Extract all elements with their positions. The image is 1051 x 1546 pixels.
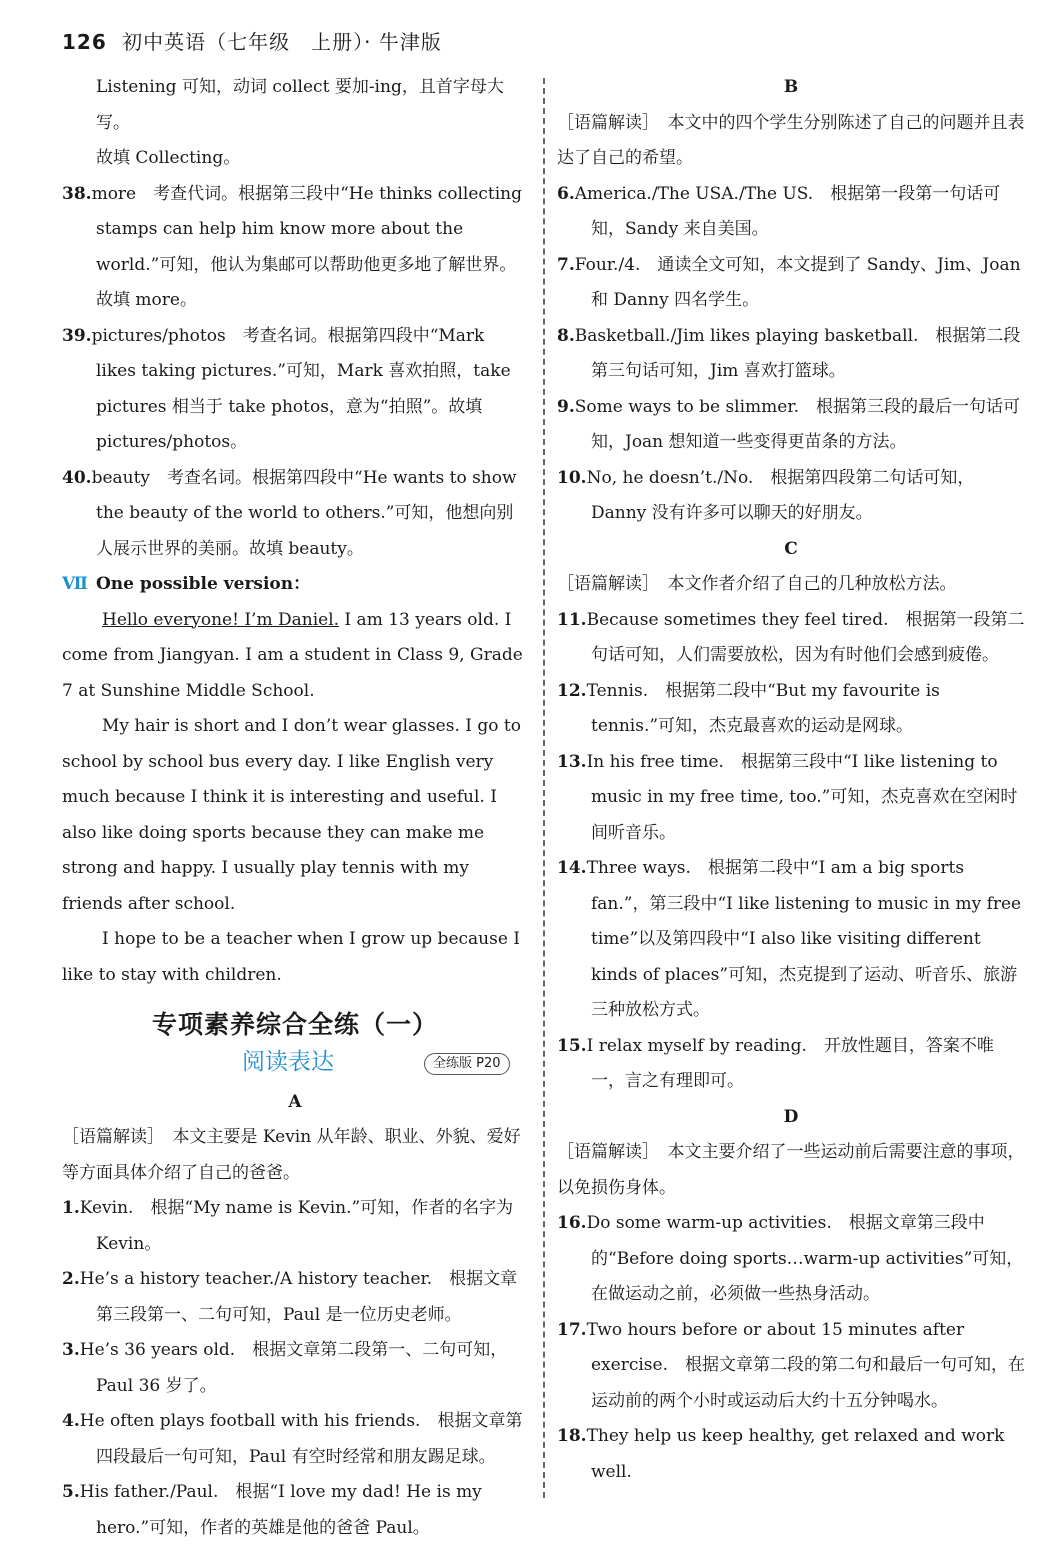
- answer-item: [557, 461, 1025, 532]
- item-text: Do some warm-up activities. 根据文章第三段中的“Before doing sports…warm-up activities”可知，在做运动之前，必须做一些热身活动。: [586, 1213, 1024, 1304]
- essay-paragraph: [62, 603, 528, 710]
- passage-letter: A: [288, 1091, 302, 1112]
- right-column: [557, 70, 1025, 1490]
- answer-item: [557, 390, 1025, 461]
- answer-item: [557, 177, 1025, 248]
- item-text: Some ways to be slimmer. 根据第三段的最后一句话可知，Joan 想知道一些变得更苗条的方法。: [574, 396, 1021, 452]
- item-text: Three ways. 根据第二段中“I am a big sports fan.”，第三段中“I like listening to music in my free time”以及第四段中“I also like visiting different kinds of places”可知，杰克提到了运动、听音乐、旅游三种放松方式。: [586, 858, 1022, 1020]
- item-number: 8.: [557, 325, 575, 346]
- answer-item: [557, 1029, 1025, 1100]
- essay-paragraph: I hope to be a teacher when I grow up because I like to stay with children.: [62, 929, 521, 985]
- answer-item: [557, 1313, 1025, 1420]
- item-number: 13.: [557, 751, 587, 772]
- answer-item: [557, 851, 1025, 1029]
- answer-item: [62, 1333, 528, 1404]
- item-text: Basketball./Jim likes playing basketball. 根据第二段第三句话可知，Jim 喜欢打篮球。: [574, 325, 1021, 381]
- item-number: 11.: [557, 609, 587, 630]
- item-text: pictures/photos 考查名词。根据第四段中“Mark likes taking pictures.”可知，Mark 喜欢拍照，take pictures 相当于 take photos，意为“拍照”。故填 pictures/photos。: [91, 325, 511, 452]
- item-number: 12.: [557, 680, 587, 701]
- item-text: They help us keep healthy, get relaxed and work well.: [586, 1426, 1005, 1482]
- passage-letter: D: [783, 1106, 799, 1127]
- item-text: Because sometimes they feel tired. 根据第一段第二句话可知，人们需要放松，因为有时他们会感到疲倦。: [586, 609, 1025, 665]
- item-number: 14.: [557, 858, 587, 878]
- item-number: 16.: [557, 1213, 587, 1233]
- item-text: more 考查代词。根据第三段中“He thinks collecting stamps can help him know more about the world.”可知，他认为集邮可以帮助他更多地了解世界。故填 more。: [91, 183, 523, 310]
- answer-item: [557, 1419, 1025, 1490]
- answer-item: [557, 603, 1025, 674]
- column-divider: [543, 78, 545, 1498]
- item-text: I relax myself by reading. 开放性题目，答案不唯一，言之有理即可。: [586, 1035, 994, 1091]
- answer-item: [557, 1206, 1025, 1313]
- essay-underlined: Hello everyone! I’m Daniel.: [102, 609, 340, 630]
- answer-item: [62, 319, 528, 461]
- passage-intro: ［语篇解读］ 本文主要是 Kevin 从年龄、职业、外貌、爱好等方面具体介绍了自己的爸爸。: [62, 1127, 521, 1183]
- subtitle: 阅读表达: [242, 1048, 334, 1075]
- page-number: 126: [62, 30, 107, 54]
- roman-numeral: Ⅶ: [62, 574, 88, 594]
- item-number: 10.: [557, 467, 587, 488]
- item-number: 15.: [557, 1035, 587, 1056]
- book-title: 初中英语（七年级 上册）· 牛津版: [122, 30, 442, 54]
- answer-item: [557, 248, 1025, 319]
- item-text: beauty 考查名词。根据第四段中“He wants to show the beauty of the world to others.”可知，他想向别人展示世界的美丽。故填 beauty。: [91, 467, 517, 559]
- subtitle-row: [62, 1045, 528, 1085]
- item-text: Tennis. 根据第二段中“But my favourite is tennis.”可知，杰克最喜欢的运动是网球。: [586, 680, 940, 736]
- item-number: 2.: [62, 1269, 80, 1289]
- answer-item: [62, 1262, 528, 1333]
- passage-intro: ［语篇解读］ 本文中的四个学生分别陈述了自己的问题并且表达了自己的希望。: [557, 112, 1025, 168]
- item-text: He often plays football with his friends. 根据文章第四段最后一句可知，Paul 有空时经常和朋友踢足球。: [79, 1411, 523, 1467]
- left-column: [62, 70, 528, 1546]
- passage-intro: ［语篇解读］ 本文作者介绍了自己的几种放松方法。: [557, 574, 957, 594]
- item-number: 18.: [557, 1426, 587, 1446]
- answer-item: [557, 674, 1025, 745]
- answer-item: [62, 1191, 528, 1262]
- passage-intro: ［语篇解读］ 本文主要介绍了一些运动前后需要注意的事项，以免损伤身体。: [557, 1142, 1025, 1198]
- item-number: 5.: [62, 1482, 80, 1502]
- answer-item: [62, 177, 528, 319]
- item-number: 6.: [557, 183, 575, 204]
- item-number: 7.: [557, 254, 575, 275]
- continued-line: Listening 可知，动词 collect 要加-ing，且首字母大写。: [96, 77, 504, 133]
- passage-letter: B: [783, 77, 799, 97]
- answer-item: [62, 1475, 528, 1546]
- answer-item: [62, 461, 528, 568]
- item-number: 17.: [557, 1319, 587, 1340]
- item-text: No, he doesn’t./No. 根据第四段第二句话可知，Danny 没有许多可以聊天的好朋友。: [586, 467, 975, 523]
- item-text: He’s 36 years old. 根据文章第二段第一、二句可知，Paul 36 岁了。: [79, 1340, 508, 1396]
- item-text: America./The USA./The US. 根据第一段第一句话可知，Sandy 来自美国。: [574, 183, 1001, 239]
- page-header: [62, 26, 442, 55]
- answer-item: [62, 1404, 528, 1475]
- item-number: 3.: [62, 1340, 80, 1360]
- item-text: Kevin. 根据“My name is Kevin.”可知，作者的名字为 Kevin。: [79, 1198, 514, 1254]
- item-number: 39.: [62, 325, 92, 346]
- item-number: 40.: [62, 467, 92, 488]
- page-ref-badge: 全练版 P20: [424, 1053, 510, 1075]
- item-text: Four./4. 通读全文可知，本文提到了 Sandy、Jim、Joan 和 Danny 四名学生。: [574, 254, 1021, 310]
- item-number: 4.: [62, 1411, 80, 1431]
- section-vii-heading: [62, 567, 528, 603]
- item-text: His father./Paul. 根据“I love my dad! He is my hero.”可知，作者的英雄是他的爸爸 Paul。: [79, 1482, 482, 1538]
- essay-text: I am 13 years old. I come from Jiangyan. I am a student in Class 9, Grade 7 at Sunshine Middle School.: [62, 609, 523, 701]
- essay-paragraph: My hair is short and I don’t wear glasses. I go to school by school bus every day. I like English very much because I think it is interesting and useful. I also like doing sports because they can make me strong and happy. I usually play tennis with my friends after school.: [62, 716, 521, 914]
- section-label: One possible version：: [95, 574, 311, 594]
- item-text: In his free time. 根据第三段中“I like listening to music in my free time, too.”可知，杰克喜欢在空闲时间听音乐。: [586, 751, 1018, 843]
- item-number: 1.: [62, 1198, 80, 1218]
- item-number: 38.: [62, 183, 92, 204]
- item-text: Two hours before or about 15 minutes after exercise. 根据文章第二段的第二句和最后一句可知，在运动前的两个小时或运动后大约十五分钟喝水。: [586, 1319, 1025, 1411]
- answer-item: [557, 319, 1025, 390]
- continued-line: 故填 Collecting。: [96, 148, 241, 168]
- item-text: He’s a history teacher./A history teacher. 根据文章第三段第一、二句可知，Paul 是一位历史老师。: [79, 1269, 518, 1325]
- item-number: 9.: [557, 396, 575, 417]
- section-title: 专项素养综合全练（一）: [151, 1010, 438, 1039]
- passage-letter: C: [784, 538, 798, 559]
- answer-item: [557, 745, 1025, 852]
